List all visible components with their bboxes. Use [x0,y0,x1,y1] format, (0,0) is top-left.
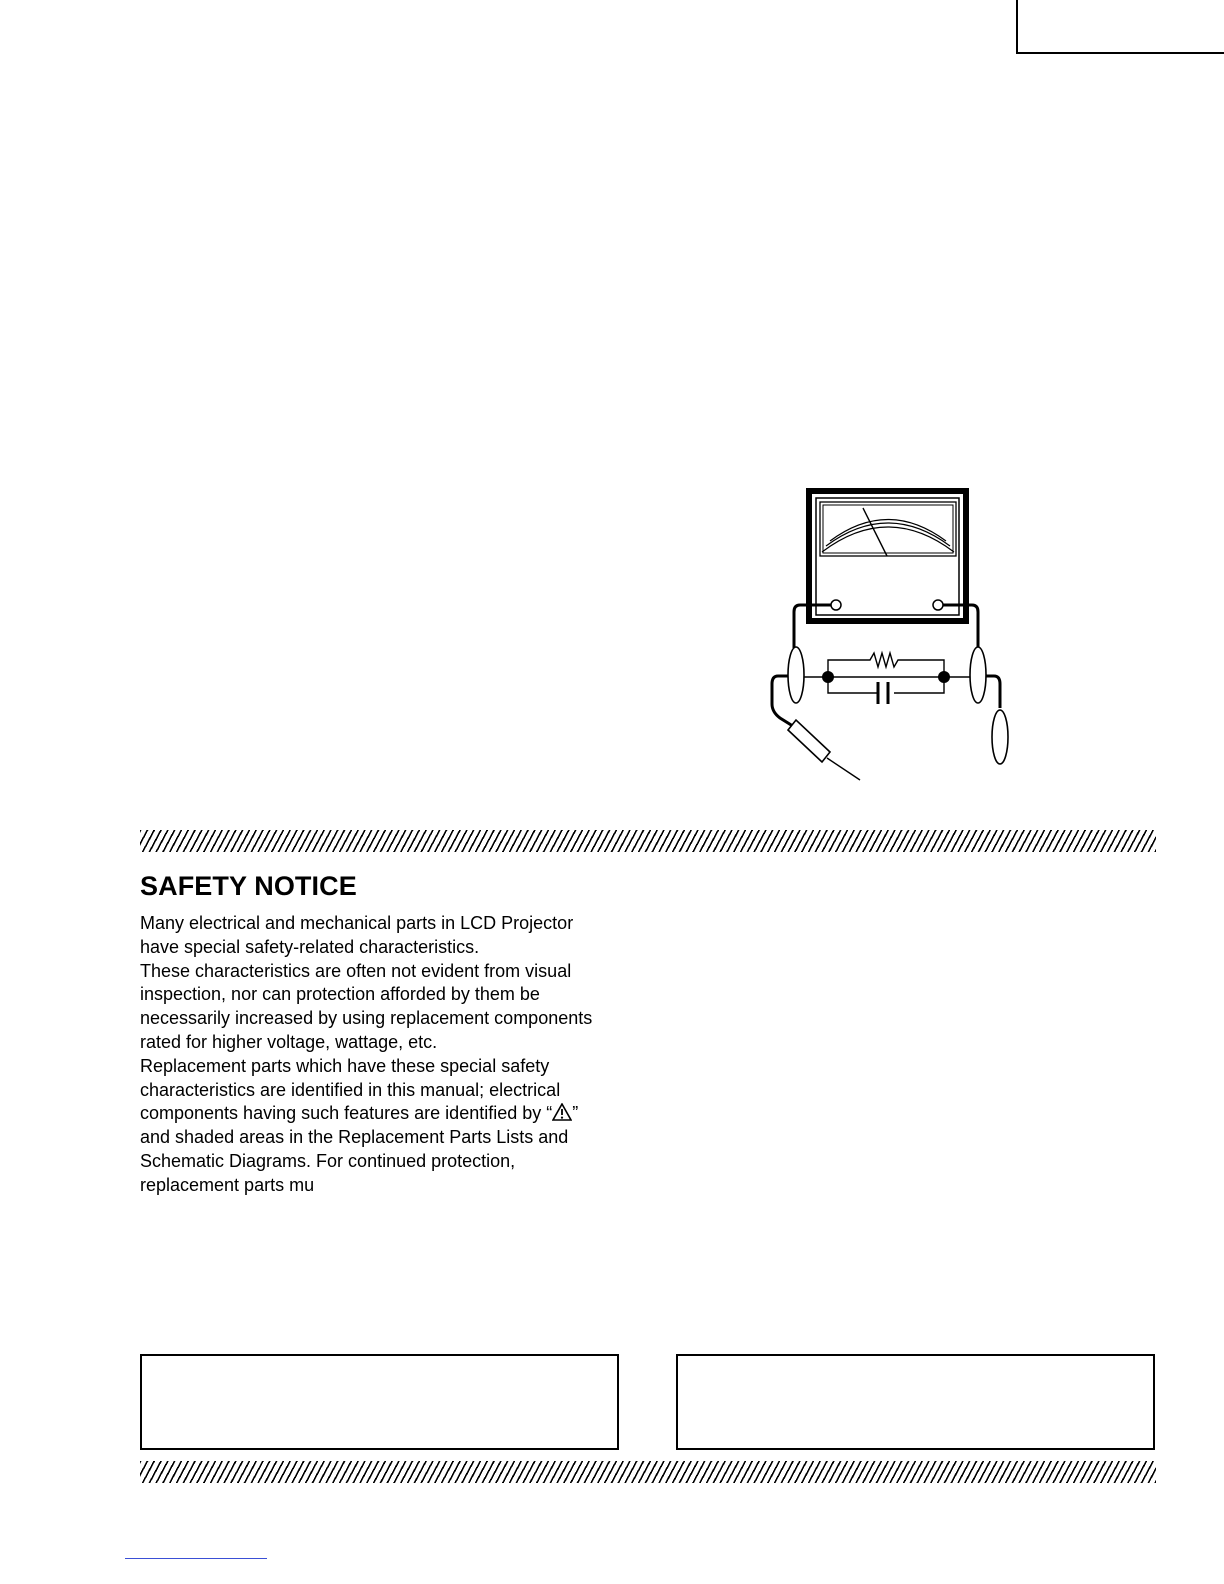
notice-line: characteristics are identified in this manual; electrical [140,1079,561,1100]
corner-box [1016,0,1224,54]
hatched-divider-top [140,830,1156,852]
footer-rule [125,1558,267,1559]
notice-line: Schematic Diagrams. For continued protection, [140,1150,516,1171]
notice-line: inspection, nor can protection afforded by them be [140,984,540,1005]
notice-line: These characteristics are often not evident from visual [140,960,572,981]
notice-line: Many electrical and mechanical parts in LCD Projector [140,913,574,933]
notice-line: necessarily increased by using replacement components [140,1008,593,1029]
empty-frame-right [676,1354,1155,1450]
hatched-divider-bottom [140,1461,1156,1483]
ac-voltmeter-diagram [766,486,1016,786]
notice-text: components having such features are identified by “ [140,1103,553,1124]
notice-line: replacement parts mu [140,1174,315,1195]
notice-line: rated for higher voltage, wattage, etc. [140,1031,438,1052]
empty-frame-left [140,1354,619,1450]
notice-line: and shaded areas in the Replacement Parts Lists and [140,1127,569,1148]
notice-text: ” [572,1103,579,1124]
safety-notice-body [140,912,619,1198]
notice-line: have special safety-related characteristics. [140,936,480,957]
safety-notice-title: SAFETY NOTICE [140,871,357,901]
warning-triangle-icon [552,1103,572,1121]
notice-line: Replacement parts which have these special safety [140,1055,550,1076]
notice-line-warning [140,1102,619,1126]
